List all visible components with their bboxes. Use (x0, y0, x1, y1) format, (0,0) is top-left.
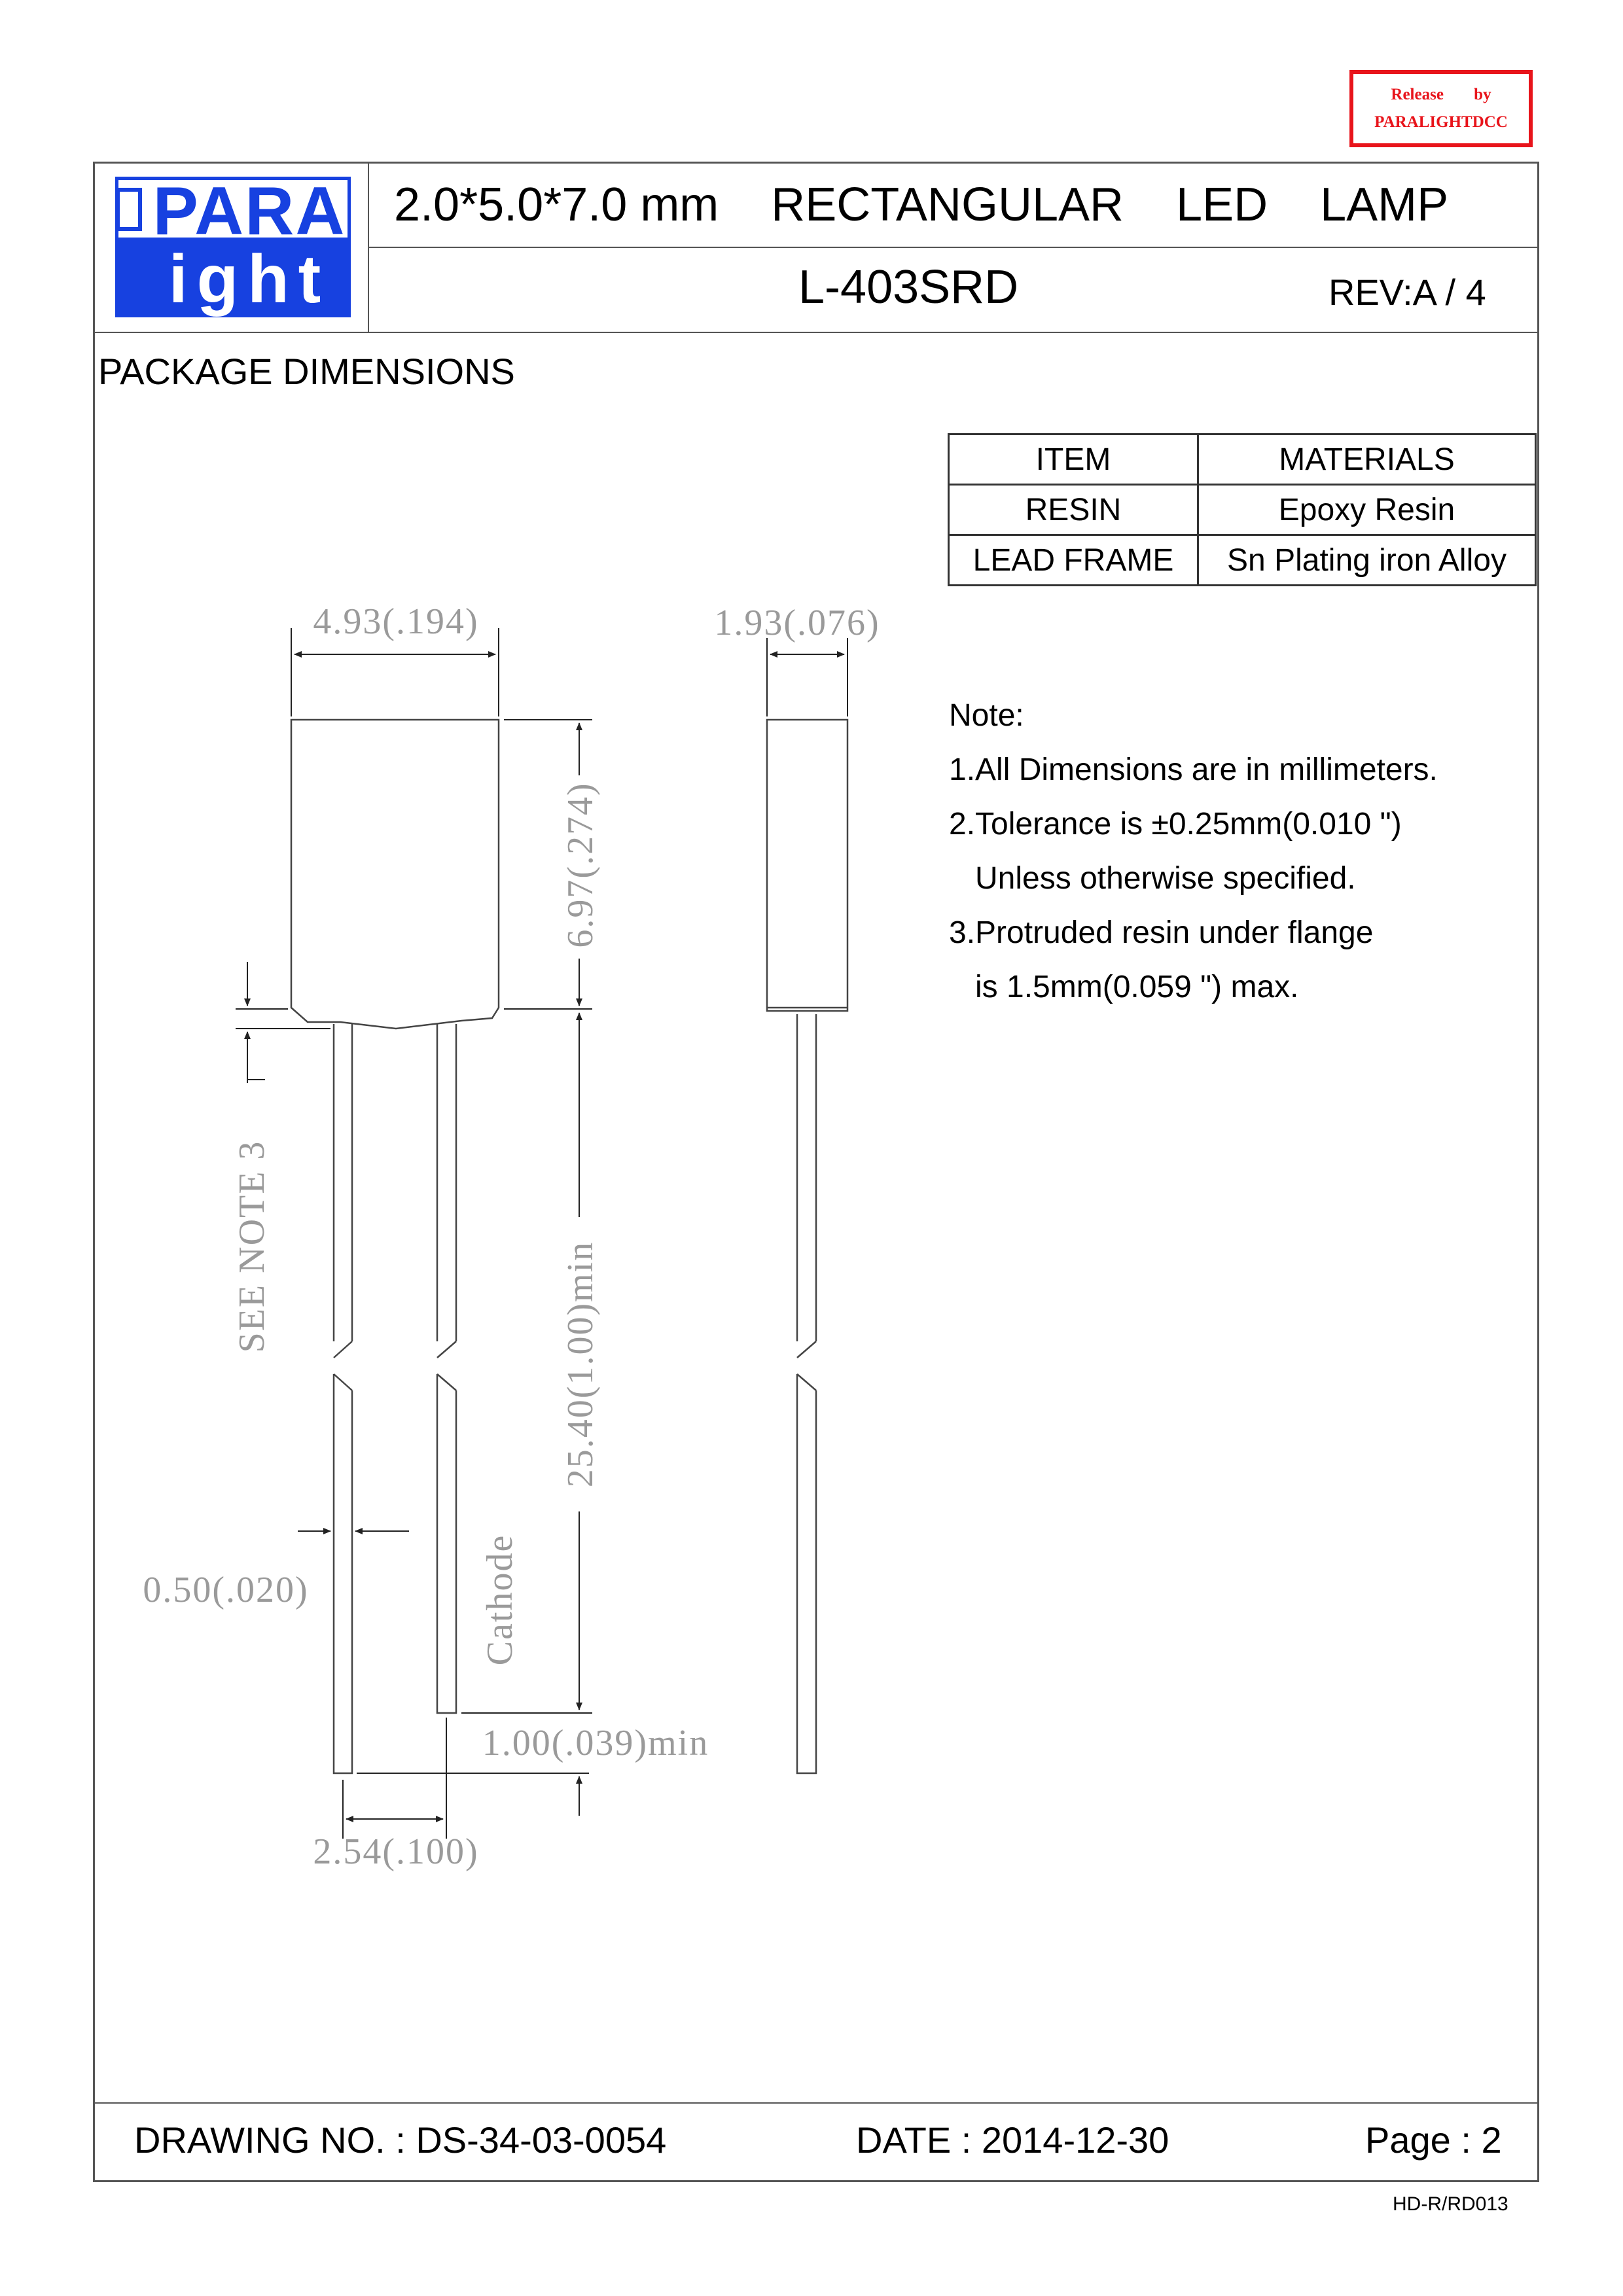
note-line: Unless otherwise specified. (949, 861, 1356, 896)
depth-dim-label: 1.93(.076) (714, 603, 880, 643)
width-dim-label: 4.93(.194) (313, 601, 479, 642)
table-cell: Sn Plating iron Alloy (1198, 535, 1536, 586)
table-cell: LEAD FRAME (949, 535, 1198, 586)
table-cell: Epoxy Resin (1198, 485, 1536, 535)
protrusion-extension-lines (236, 1009, 330, 1029)
right-lead-upper (437, 1024, 456, 1341)
note-heading: Note: (949, 698, 1024, 733)
left-lead-lower (334, 1374, 352, 1773)
side-lead-break (797, 1341, 816, 1390)
table-header-materials: MATERIALS (1198, 434, 1536, 485)
depth-extension-lines (767, 638, 847, 716)
section-title: PACKAGE DIMENSIONS (98, 351, 515, 392)
note-line: 2.Tolerance is ±0.25mm(0.010 ") (949, 807, 1402, 841)
revision: REV:A / 4 (1329, 272, 1486, 313)
note-line: 1.All Dimensions are in millimeters. (949, 752, 1438, 787)
lead-diff-dim-label: 1.00(.039)min (482, 1723, 709, 1763)
stamp-line-1: Release by (1391, 86, 1491, 103)
table-header-item: ITEM (949, 434, 1198, 485)
note-line: 3.Protruded resin under flange (949, 915, 1374, 950)
cathode-label: Cathode (480, 1534, 520, 1666)
see-note-label: SEE NOTE 3 (232, 1140, 272, 1353)
drawing-number: DRAWING NO. : DS-34-03-0054 (134, 2119, 667, 2161)
document-title: 2.0*5.0*7.0 mm RECTANGULAR LED LAMP (394, 179, 1449, 231)
side-lead-lower (797, 1374, 816, 1773)
right-lead-lower (437, 1374, 456, 1713)
table-cell: RESIN (949, 485, 1198, 535)
logo-top-text: PARA (152, 177, 346, 249)
left-lead-break (334, 1341, 352, 1390)
protrusion-leader (247, 1080, 265, 1083)
form-code: HD-R/RD013 (1393, 2193, 1508, 2215)
left-lead-upper (334, 1024, 352, 1341)
part-number: L-403SRD (798, 261, 1019, 313)
page-number: Page : 2 (1365, 2119, 1502, 2161)
right-lead-break (437, 1341, 456, 1390)
pitch-dim-label: 2.54(.100) (313, 1831, 479, 1872)
led-body-side (767, 720, 847, 1011)
pitch-extension-lines (343, 1718, 446, 1839)
lead-width-dim-label: 0.50(.020) (143, 1570, 309, 1610)
logo-bottom-text: ight (168, 241, 330, 317)
height-dim-label: 6.97(.274) (560, 782, 601, 948)
lead-length-dim-label: 25.40(1.00)min (560, 1241, 601, 1488)
side-lead-upper (797, 1014, 816, 1341)
led-body-front (291, 720, 499, 1029)
stamp-line-2: PARALIGHTDCC (1374, 113, 1508, 131)
drawing-date: DATE : 2014-12-30 (856, 2119, 1169, 2161)
note-line: is 1.5mm(0.059 ") max. (949, 970, 1299, 1004)
